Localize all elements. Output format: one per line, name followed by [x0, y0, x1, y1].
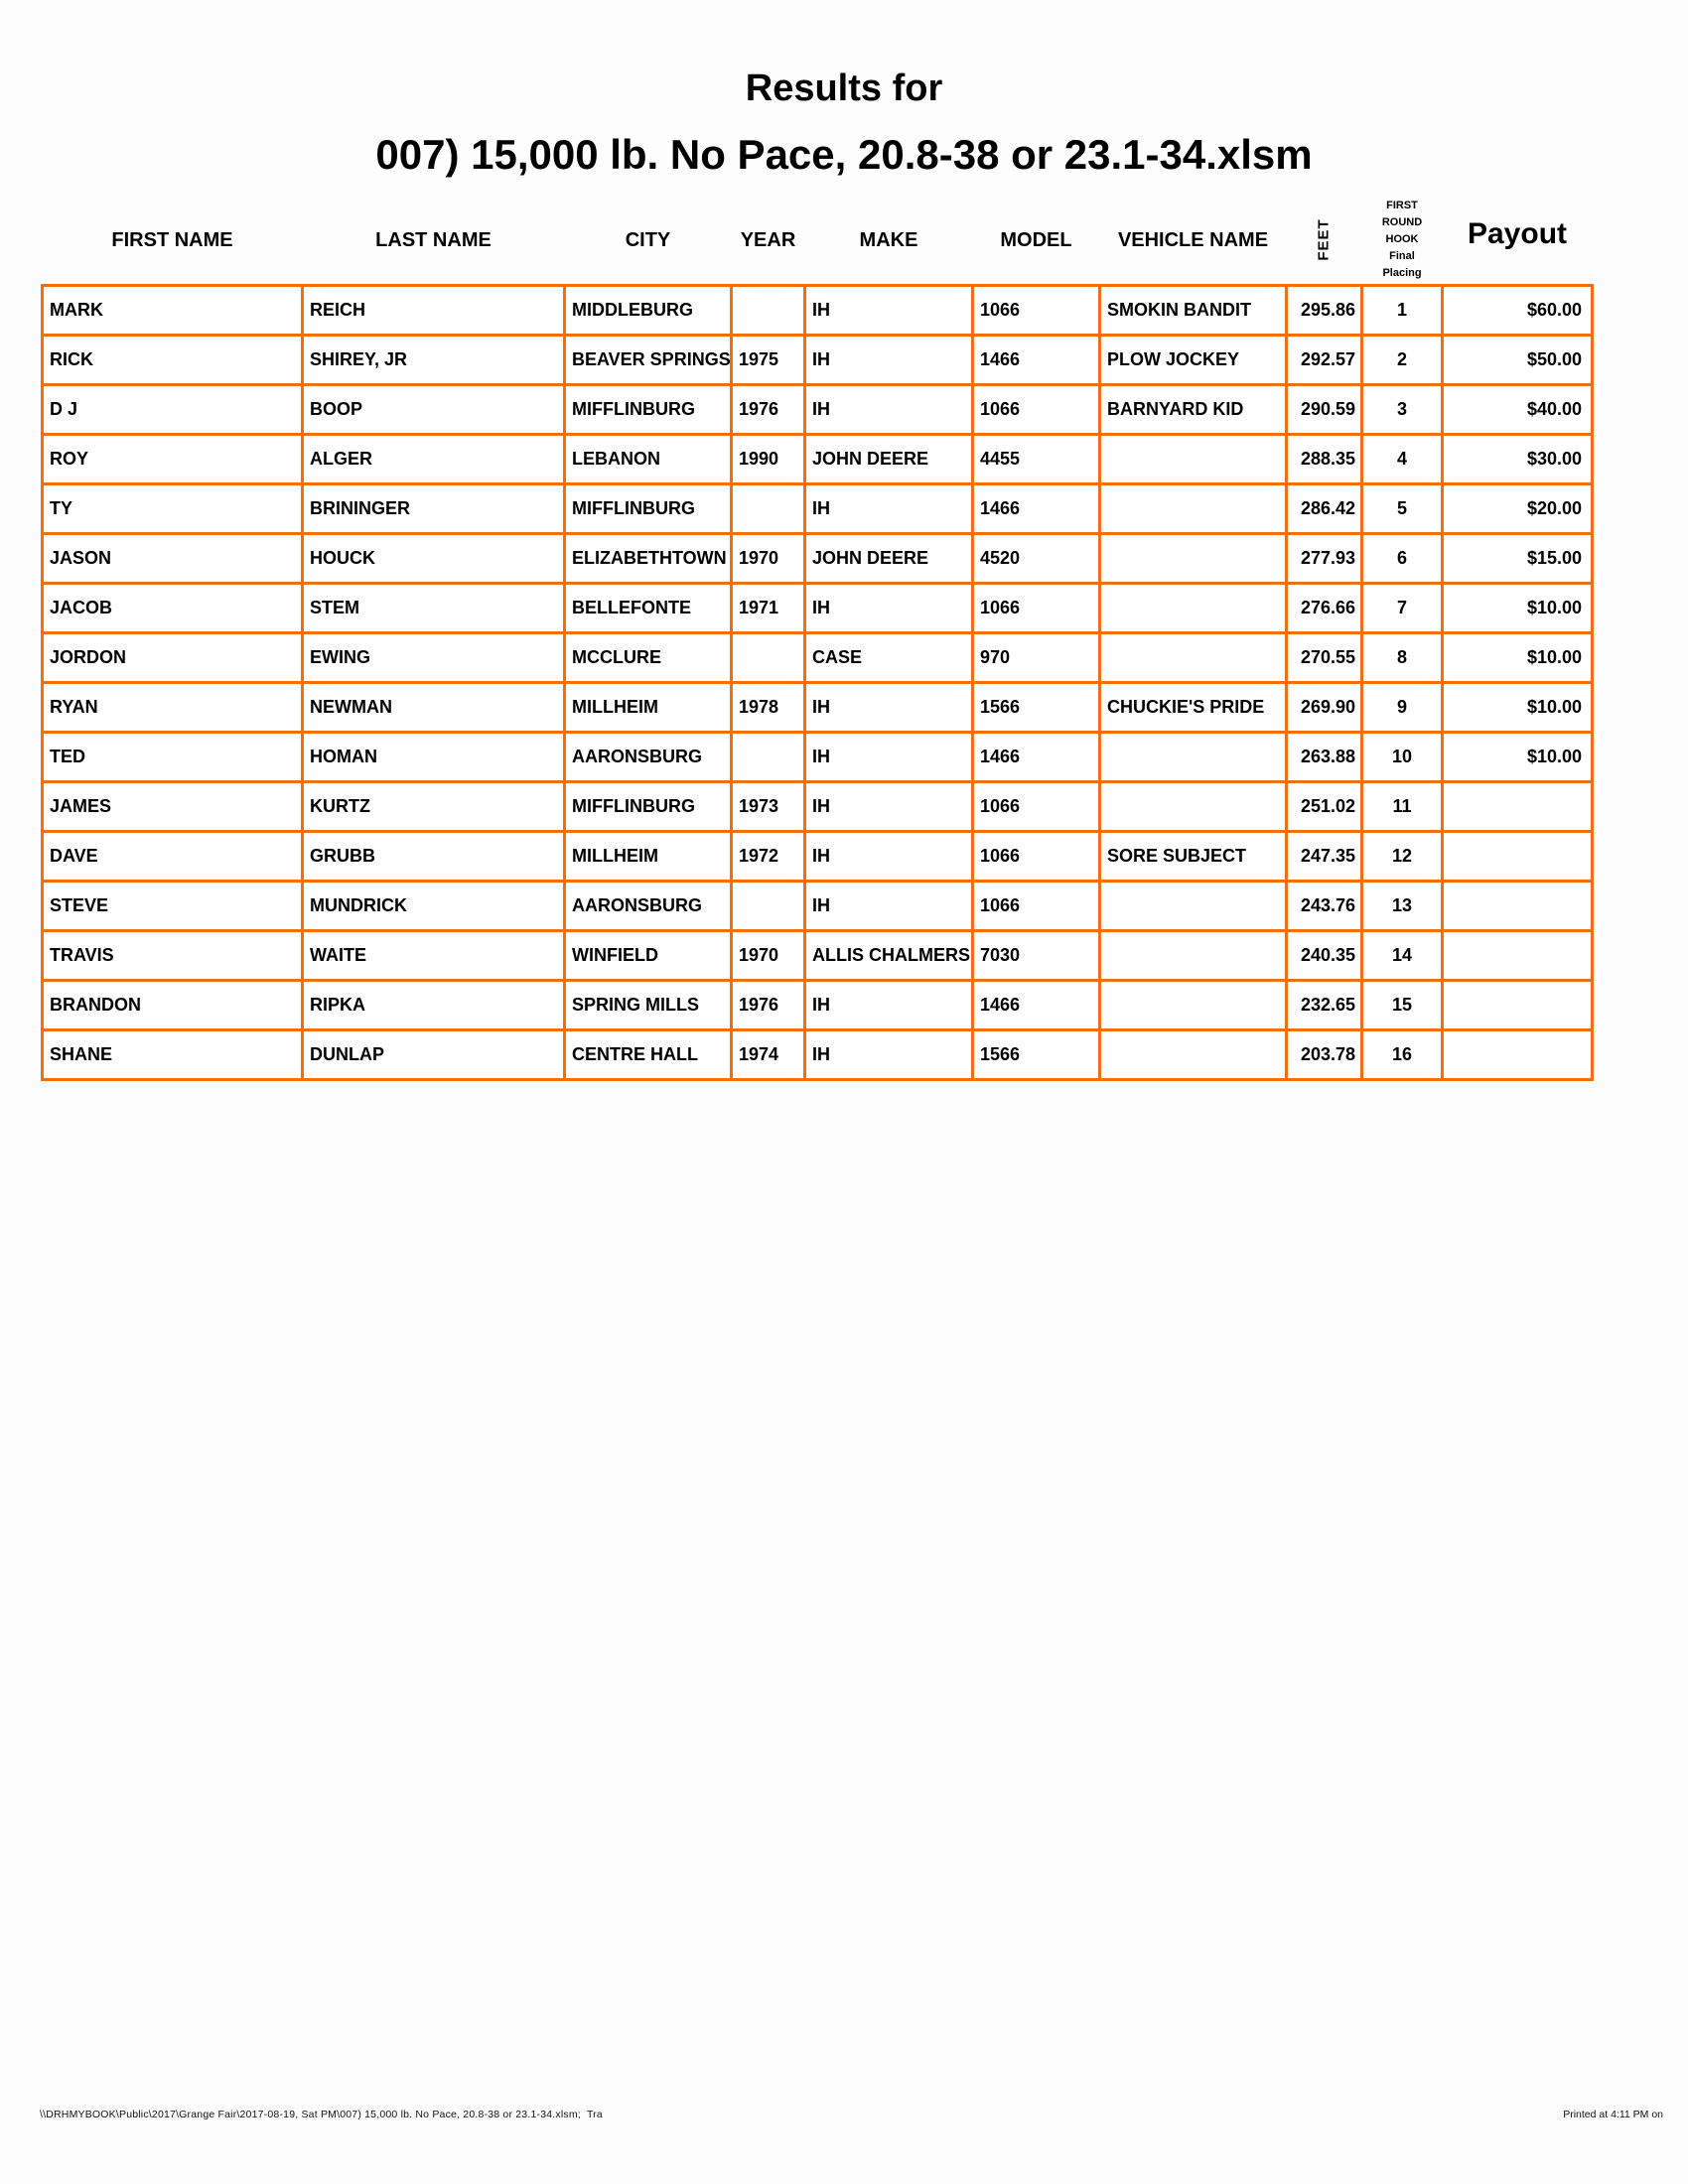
- cell-payout: [1444, 833, 1591, 880]
- cell-payout: $20.00: [1444, 485, 1591, 532]
- cell-year: 1990: [733, 436, 803, 482]
- cell-year: 1971: [733, 585, 803, 631]
- cell-last-name: DUNLAP: [304, 1031, 563, 1078]
- cell-model: 1466: [974, 982, 1098, 1028]
- cell-make: JOHN DEERE: [806, 436, 971, 482]
- cell-last-name: NEWMAN: [304, 684, 563, 731]
- cell-vehicle-name: [1101, 485, 1285, 532]
- cell-model: 1066: [974, 386, 1098, 433]
- col-header-first-name: FIRST NAME: [111, 229, 233, 251]
- cell-first-name: D J: [44, 386, 301, 433]
- cell-placing: 14: [1363, 932, 1441, 979]
- cell-vehicle-name: SMOKIN BANDIT: [1101, 287, 1285, 334]
- cell-feet: 295.86: [1288, 287, 1360, 334]
- cell-feet: 243.76: [1288, 883, 1360, 929]
- cell-make: IH: [806, 386, 971, 433]
- cell-make: IH: [806, 982, 971, 1028]
- cell-first-name: TRAVIS: [44, 932, 301, 979]
- cell-payout: $40.00: [1444, 386, 1591, 433]
- report-title: Results for: [745, 68, 943, 109]
- cell-model: 1466: [974, 734, 1098, 780]
- cell-last-name: BRININGER: [304, 485, 563, 532]
- col-header-vehicle-name: VEHICLE NAME: [1117, 229, 1269, 251]
- cell-model: 4455: [974, 436, 1098, 482]
- cell-feet: 247.35: [1288, 833, 1360, 880]
- cell-year: 1976: [733, 386, 803, 433]
- cell-year: [733, 634, 803, 681]
- col-header-first-round-hook: [1363, 198, 1441, 283]
- cell-feet: 290.59: [1288, 386, 1360, 433]
- cell-placing: 9: [1363, 684, 1441, 731]
- cell-city: MIFFLINBURG: [566, 485, 730, 532]
- cell-first-name: JORDON: [44, 634, 301, 681]
- cell-vehicle-name: [1101, 783, 1285, 830]
- results-grid: [41, 284, 1594, 1081]
- hook-line: FIRST: [1386, 200, 1418, 211]
- cell-city: MIFFLINBURG: [566, 386, 730, 433]
- cell-feet: 269.90: [1288, 684, 1360, 731]
- cell-first-name: JASON: [44, 535, 301, 582]
- cell-payout: [1444, 783, 1591, 830]
- cell-payout: $60.00: [1444, 287, 1591, 334]
- cell-placing: 6: [1363, 535, 1441, 582]
- cell-placing: 13: [1363, 883, 1441, 929]
- cell-feet: 288.35: [1288, 436, 1360, 482]
- cell-model: 4520: [974, 535, 1098, 582]
- cell-city: MIDDLEBURG: [566, 287, 730, 334]
- cell-placing: 10: [1363, 734, 1441, 780]
- cell-model: 1566: [974, 684, 1098, 731]
- cell-city: MIFFLINBURG: [566, 783, 730, 830]
- cell-model: 1066: [974, 287, 1098, 334]
- cell-make: IH: [806, 783, 971, 830]
- cell-placing: 4: [1363, 436, 1441, 482]
- cell-vehicle-name: [1101, 883, 1285, 929]
- cell-model: 1466: [974, 337, 1098, 383]
- cell-payout: $10.00: [1444, 734, 1591, 780]
- cell-feet: 263.88: [1288, 734, 1360, 780]
- cell-payout: $10.00: [1444, 634, 1591, 681]
- feet-rotated-label: FEET: [1316, 217, 1333, 261]
- cell-year: 1976: [733, 982, 803, 1028]
- cell-payout: [1444, 883, 1591, 929]
- col-header-city: CITY: [625, 229, 671, 251]
- cell-placing: 1: [1363, 287, 1441, 334]
- cell-city: ELIZABETHTOWN: [566, 535, 730, 582]
- cell-payout: $15.00: [1444, 535, 1591, 582]
- cell-placing: 16: [1363, 1031, 1441, 1078]
- cell-model: 7030: [974, 932, 1098, 979]
- cell-feet: 232.65: [1288, 982, 1360, 1028]
- cell-vehicle-name: [1101, 634, 1285, 681]
- cell-year: [733, 485, 803, 532]
- cell-payout: $10.00: [1444, 585, 1591, 631]
- cell-last-name: WAITE: [304, 932, 563, 979]
- cell-make: IH: [806, 1031, 971, 1078]
- cell-make: IH: [806, 337, 971, 383]
- cell-payout: $30.00: [1444, 436, 1591, 482]
- cell-model: 1066: [974, 833, 1098, 880]
- cell-model: 1066: [974, 783, 1098, 830]
- cell-placing: 3: [1363, 386, 1441, 433]
- cell-vehicle-name: [1101, 1031, 1285, 1078]
- cell-model: 1066: [974, 883, 1098, 929]
- cell-make: IH: [806, 684, 971, 731]
- cell-payout: $50.00: [1444, 337, 1591, 383]
- cell-make: IH: [806, 585, 971, 631]
- cell-first-name: BRANDON: [44, 982, 301, 1028]
- cell-year: [733, 734, 803, 780]
- cell-payout: $10.00: [1444, 684, 1591, 731]
- cell-feet: 251.02: [1288, 783, 1360, 830]
- footer-file-path: \\DRHMYBOOK\Public\2017\Grange Fair\2017-08-19, Sat PM\007) 15,000 lb. No Pace, 20.8-38 or 23.1-34.xlsm; Tra: [40, 2109, 603, 2120]
- cell-placing: 5: [1363, 485, 1441, 532]
- cell-feet: 277.93: [1288, 535, 1360, 582]
- cell-first-name: JAMES: [44, 783, 301, 830]
- cell-first-name: DAVE: [44, 833, 301, 880]
- cell-city: BELLEFONTE: [566, 585, 730, 631]
- cell-placing: 15: [1363, 982, 1441, 1028]
- hook-line: Placing: [1382, 267, 1422, 279]
- cell-feet: 203.78: [1288, 1031, 1360, 1078]
- cell-feet: 286.42: [1288, 485, 1360, 532]
- cell-last-name: MUNDRICK: [304, 883, 563, 929]
- report-subtitle: 007) 15,000 lb. No Pace, 20.8-38 or 23.1-34.xlsm: [375, 131, 1313, 178]
- col-header-feet: [1288, 199, 1360, 280]
- cell-make: IH: [806, 734, 971, 780]
- cell-city: AARONSBURG: [566, 734, 730, 780]
- cell-vehicle-name: [1101, 734, 1285, 780]
- cell-placing: 2: [1363, 337, 1441, 383]
- cell-make: IH: [806, 287, 971, 334]
- cell-city: MILLHEIM: [566, 684, 730, 731]
- cell-year: 1975: [733, 337, 803, 383]
- col-header-make: MAKE: [859, 229, 918, 251]
- cell-year: [733, 883, 803, 929]
- cell-year: 1978: [733, 684, 803, 731]
- cell-vehicle-name: [1101, 982, 1285, 1028]
- cell-vehicle-name: SORE SUBJECT: [1101, 833, 1285, 880]
- cell-make: IH: [806, 883, 971, 929]
- cell-city: CENTRE HALL: [566, 1031, 730, 1078]
- cell-first-name: SHANE: [44, 1031, 301, 1078]
- col-header-payout: Payout: [1467, 217, 1568, 250]
- cell-last-name: ALGER: [304, 436, 563, 482]
- cell-placing: 12: [1363, 833, 1441, 880]
- cell-feet: 292.57: [1288, 337, 1360, 383]
- col-header-last-name: LAST NAME: [375, 229, 492, 251]
- cell-city: AARONSBURG: [566, 883, 730, 929]
- cell-year: 1970: [733, 535, 803, 582]
- cell-last-name: RIPKA: [304, 982, 563, 1028]
- cell-first-name: RICK: [44, 337, 301, 383]
- cell-last-name: REICH: [304, 287, 563, 334]
- cell-first-name: STEVE: [44, 883, 301, 929]
- cell-last-name: GRUBB: [304, 833, 563, 880]
- cell-last-name: HOMAN: [304, 734, 563, 780]
- cell-city: MILLHEIM: [566, 833, 730, 880]
- cell-feet: 240.35: [1288, 932, 1360, 979]
- cell-payout: [1444, 932, 1591, 979]
- cell-last-name: BOOP: [304, 386, 563, 433]
- cell-last-name: HOUCK: [304, 535, 563, 582]
- cell-vehicle-name: [1101, 436, 1285, 482]
- hook-line: ROUND: [1381, 216, 1423, 228]
- col-header-model: MODEL: [1000, 229, 1072, 251]
- cell-make: CASE: [806, 634, 971, 681]
- cell-city: BEAVER SPRINGS: [566, 337, 730, 383]
- cell-year: 1972: [733, 833, 803, 880]
- cell-vehicle-name: [1101, 585, 1285, 631]
- cell-model: 1066: [974, 585, 1098, 631]
- cell-placing: 11: [1363, 783, 1441, 830]
- cell-vehicle-name: BARNYARD KID: [1101, 386, 1285, 433]
- cell-model: 1566: [974, 1031, 1098, 1078]
- cell-first-name: ROY: [44, 436, 301, 482]
- cell-year: 1970: [733, 932, 803, 979]
- hook-line: Final: [1389, 250, 1415, 262]
- cell-first-name: TED: [44, 734, 301, 780]
- cell-make: IH: [806, 833, 971, 880]
- cell-last-name: STEM: [304, 585, 563, 631]
- cell-make: IH: [806, 485, 971, 532]
- cell-payout: [1444, 1031, 1591, 1078]
- cell-feet: 276.66: [1288, 585, 1360, 631]
- cell-last-name: KURTZ: [304, 783, 563, 830]
- cell-first-name: TY: [44, 485, 301, 532]
- cell-payout: [1444, 982, 1591, 1028]
- cell-city: SPRING MILLS: [566, 982, 730, 1028]
- cell-first-name: MARK: [44, 287, 301, 334]
- cell-model: 1466: [974, 485, 1098, 532]
- cell-vehicle-name: CHUCKIE'S PRIDE: [1101, 684, 1285, 731]
- cell-last-name: SHIREY, JR: [304, 337, 563, 383]
- cell-year: 1974: [733, 1031, 803, 1078]
- col-header-year: YEAR: [740, 229, 796, 251]
- cell-make: ALLIS CHALMERS: [806, 932, 971, 979]
- cell-vehicle-name: [1101, 535, 1285, 582]
- cell-last-name: EWING: [304, 634, 563, 681]
- cell-feet: 270.55: [1288, 634, 1360, 681]
- cell-city: LEBANON: [566, 436, 730, 482]
- cell-year: 1973: [733, 783, 803, 830]
- hook-line: HOOK: [1385, 233, 1419, 245]
- cell-city: WINFIELD: [566, 932, 730, 979]
- cell-first-name: RYAN: [44, 684, 301, 731]
- cell-year: [733, 287, 803, 334]
- cell-placing: 7: [1363, 585, 1441, 631]
- footer-printed-at: Printed at 4:11 PM on: [1563, 2109, 1663, 2120]
- cell-first-name: JACOB: [44, 585, 301, 631]
- cell-vehicle-name: PLOW JOCKEY: [1101, 337, 1285, 383]
- cell-city: MCCLURE: [566, 634, 730, 681]
- cell-model: 970: [974, 634, 1098, 681]
- cell-vehicle-name: [1101, 932, 1285, 979]
- cell-make: JOHN DEERE: [806, 535, 971, 582]
- cell-placing: 8: [1363, 634, 1441, 681]
